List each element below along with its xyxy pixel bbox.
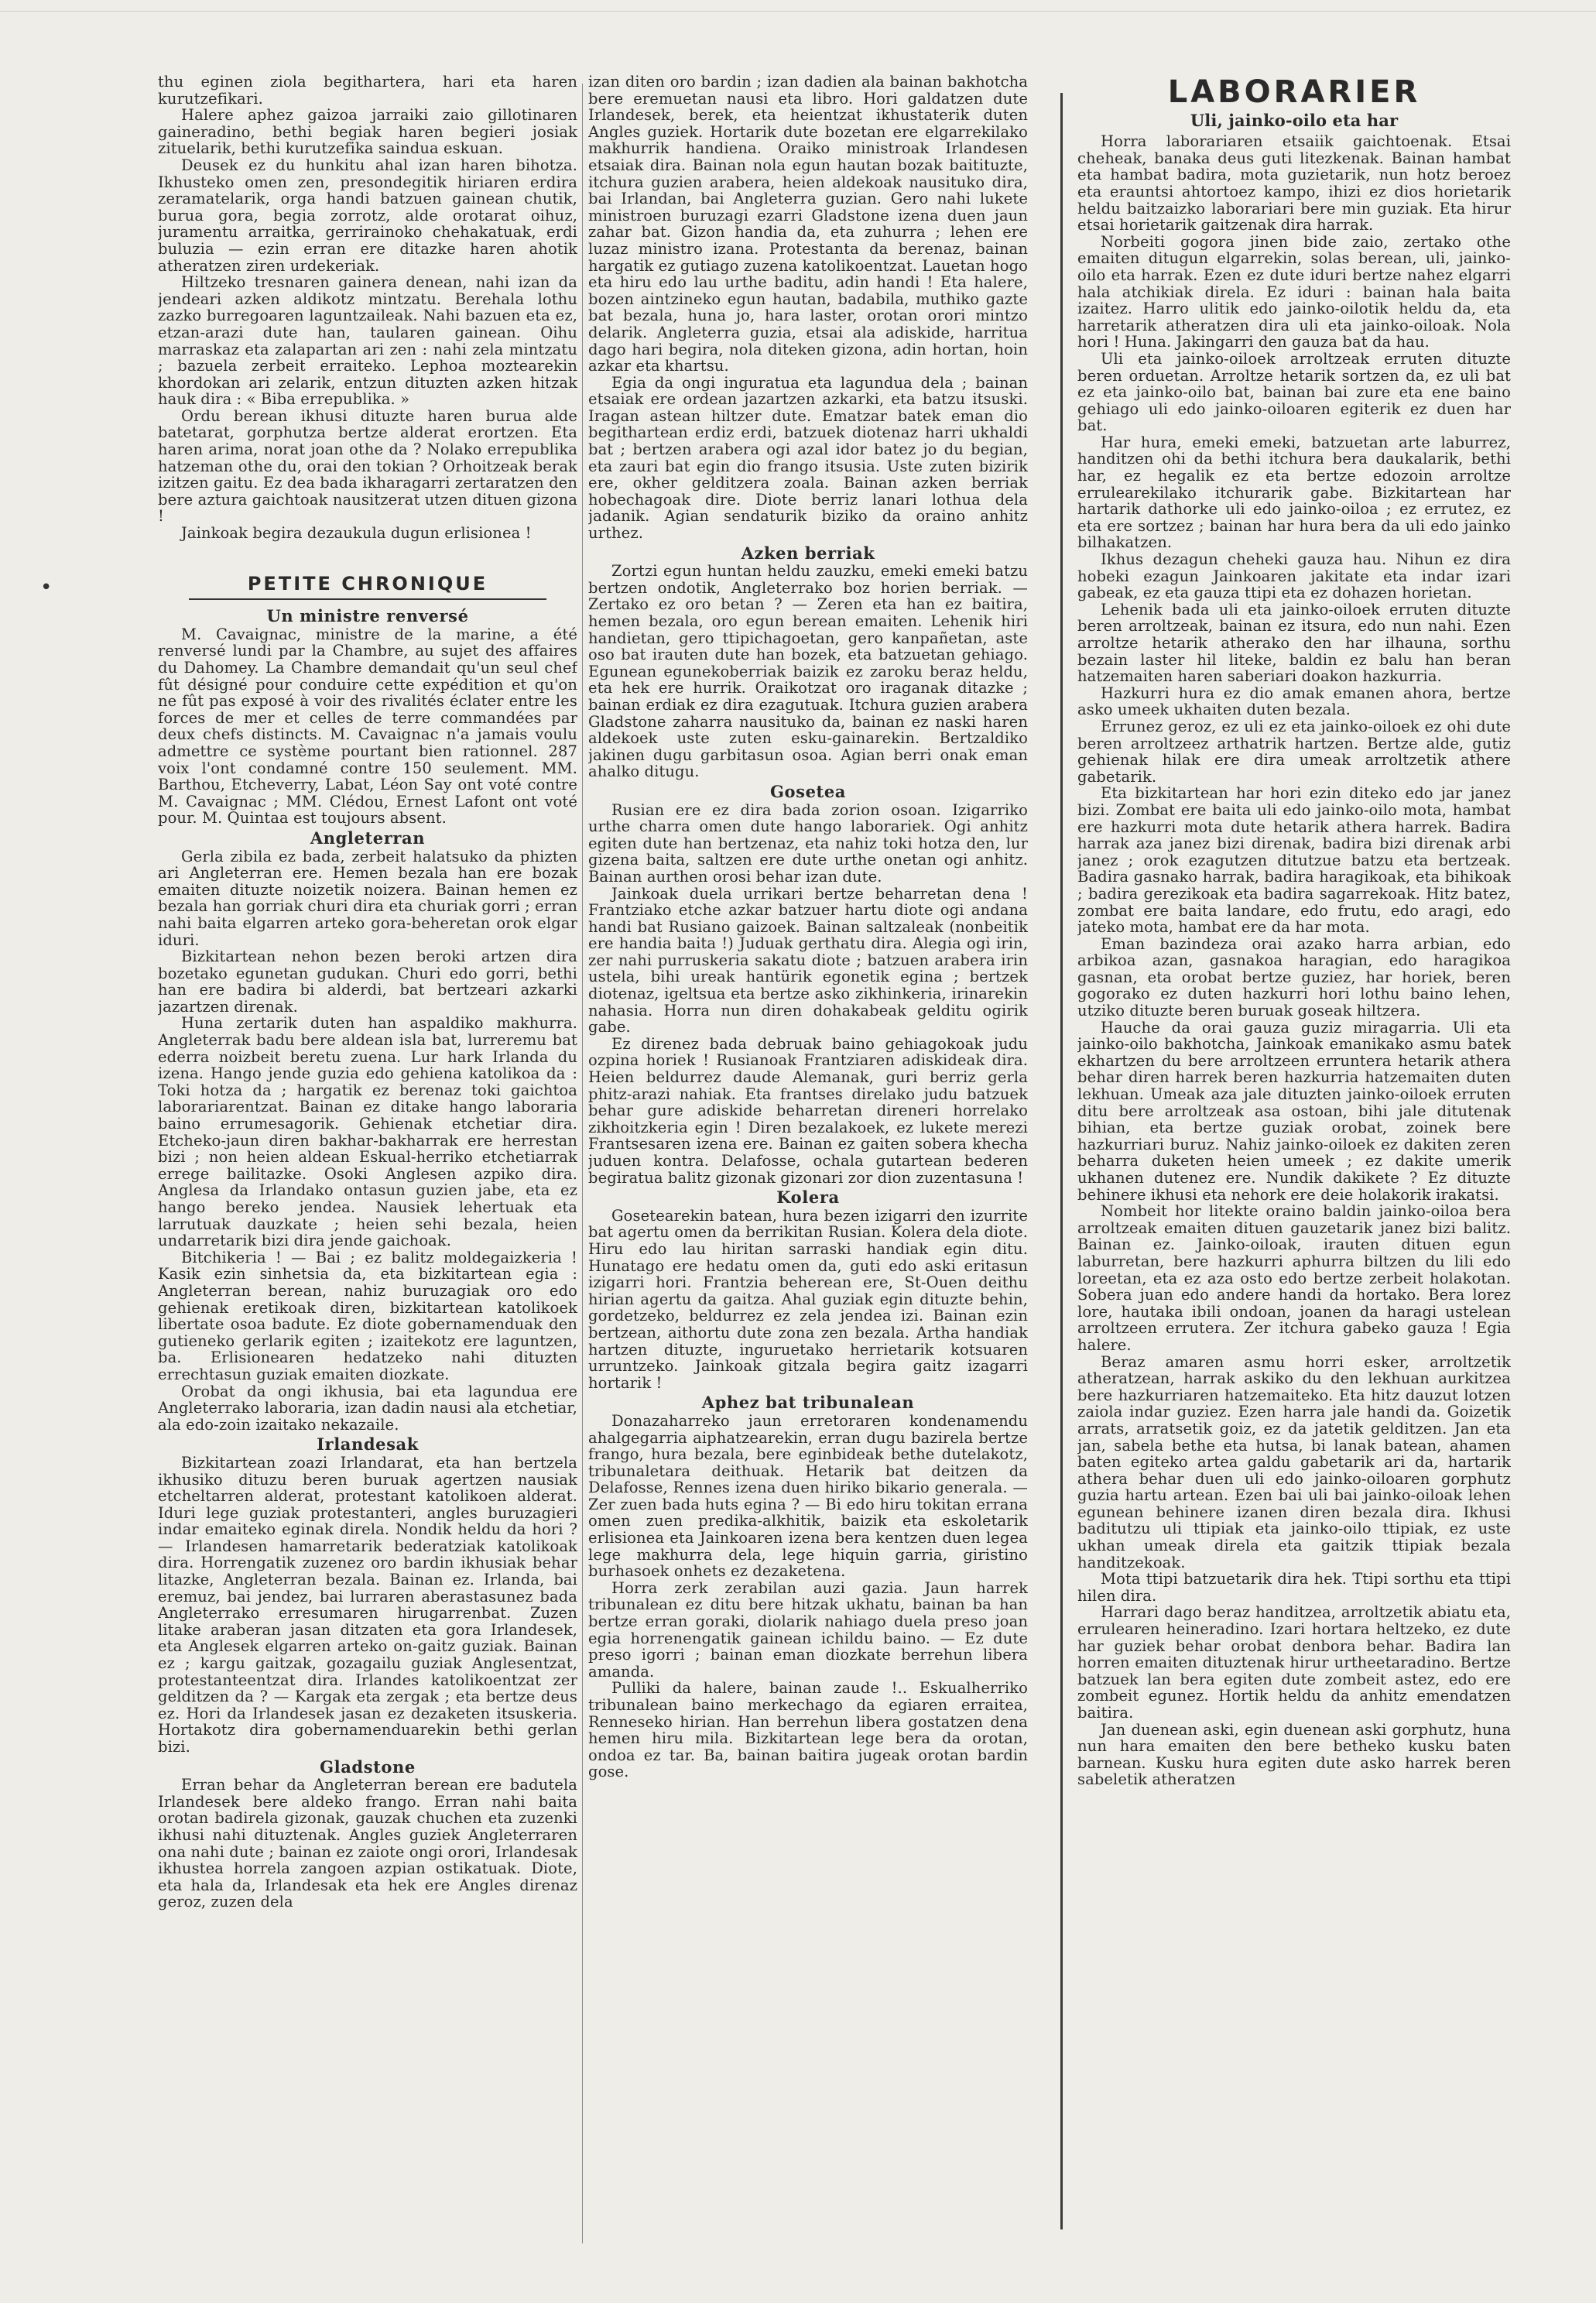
paragraph: Hazkurri hura ez dio amak emanen ahora, bertze asko umeek ukhaiten duten bezala.: [1077, 684, 1511, 719]
paragraph: Bitchikeria ! — Bai ; ez balitz moldegaizkeria ! Kasik ezin sinhetsia da, eta bizkitartean egia : Angleterran berean, nahiz buruzagiak oro edo gehienak eretikoak diren, bizkitartean katolikoek libertate osoa badute. Ez diote gobernamenduak den gutieneko gerlarik egiten ; izaitekotz ere laguntzen, ba. Erlisionearen hedatzeko nahi dituzten errechtasun guziak emaiten diozkate.: [158, 1248, 577, 1383]
paragraph: Erran behar da Angleterran berean ere badutela Irlandesek bere aldeko frango. Erran nahi baita orotan badirela gizonak, gauzak chuchen eta zuzenki ikhusi nahi dituztenak. Angles guziek Angleterraren ona nahi dute ; bainan ez zaiote ongi orori, Irlandesak ikhustea horrela zangoen azpian ostikatuak. Diote, eta hala da, Irlandesak eta hek ere Angles direnaz geroz, zuzen dela: [158, 1776, 577, 1911]
paragraph: Huna zertarik duten han aspaldiko makhurra. Angleterrak badu bere aldean isla bat, lurreremu bat ederra noizbeit beretu zuena. Lur hark Irlanda du izena. Hango jende guzia edo gehiena katolikoa da : Toki hotza da ; hargatik ez berenaz toki gaichtoa laborariarentzat. Bainan ez ditake hango laboraria baino errumesagorik. Gehienak etchetiar dira. Etcheko-jaun diren bakhar-bakharrak ere herrestan bizi ; non heien aldean Eskual-herriko etchetiarrak errege bailitazke. Osoki Anglesen azpiko dira. Anglesa da Irlandako ontasun guzien jabe, eta ez hango bereko jendea. Nausiek lehertuak eta larrutuak dauzkate ; heien sehi bezala, heien undarretarik bizi dira jende gaichoak.: [158, 1014, 577, 1250]
column-middle: [588, 74, 1028, 2264]
paragraph: Egia da ongi inguratua eta lagundua dela ; bainan etsaiak ere ordean jazartzen azkarki, eta batzu itsuski. Iragan astean hiltzer dute. Ematzar batek eman dio begithartean erdiz erdi, batzuek diotenaz harri ukhaldi bat ; bertzen arabera ogi azal idor batez jo du begian, eta zauri bat egin dio frango itsusia. Uste zuten bizirik ere, okher gelditzera zoala. Bainan azken berriak hobechagoak dire. Diote berriz lanari lothua dela jadanik. Agian sendaturik biziko da oraino anhitz urthez.: [588, 373, 1028, 543]
azken-paragraphs: [588, 563, 1028, 780]
paragraph: Rusian ere ez dira bada zorion osoan. Izigarriko urthe charra omen dute hango laborariek. Ogi anhitz egiten dute han bertzenaz, eta nahiz toki hotza den, lur gizena baita, saltzen ere dute urthe onetan ogi anhitz. Bainan aurthen orosi behar izan dute.: [588, 800, 1028, 886]
col1-intro-paragraphs: [158, 74, 577, 542]
paragraph: Zortzi egun huntan heldu zauzku, emeki emeki batzu bertzen ondotik, Angleterrako boz horien berriak. — Zertako ez oro betan ? — Zeren eta han ez baitira, hemen bezala, oro egun berean emaiten. Lehenik hiri handietan, gero ttipichagoetan, gero kanpañetan, aste oso bat irauten dute han bozek, eta batzuetan gehiago. Egunean egunekoberriak baizik ez zaroku beraz heldu, eta hek ere hurrik. Oraikotzat oro iraganak ditazke ; bainan erdiak ez dira ezagutuak. Itchura guzien arabera Gladstone zaharra nausituko da, bainan ez naski haren aldekoek uste zuten esku-gainarekin. Bertzaldiko jakinen dugu garbitasun osoa. Agian berri onak eman ahalko ditugu.: [588, 562, 1028, 781]
column-divider-2: [1060, 93, 1063, 2229]
chronique-title: PETITE CHRONIQUE: [247, 572, 488, 595]
paragraph: Pulliki da halere, bainan zaude !.. Eskualherriko tribunalean baino merkechago da egiaren erraitea, Renneseko hirian. Han berrehun libera gostatzen dena hemen hiru mila. Bizkitartean lege bera da orotan, ondoa ez tar. Ba, bainan baitira jugeak orotan bardin gose.: [588, 1679, 1028, 1781]
heading-azken-berriak: Azken berriak: [741, 543, 875, 563]
irlandesak-paragraphs: [158, 1455, 577, 1756]
column-left: [158, 74, 577, 2264]
paragraph: Bizkitartean nehon bezen beroki artzen dira bozetako egunetan gudukan. Churi edo gorri, bethi han ere badira bi alderdi, bat bertzeari azkarki jazartzen direnak.: [158, 948, 577, 1016]
laborarier-paragraphs: [1077, 133, 1511, 1788]
kolera-paragraphs: [588, 1208, 1028, 1392]
paragraph: Jainkoak duela urrikari bertze beharretan dena ! Frantziako etche azkar batzuer hartu diote ogi andana handi bat Rusiano gaizoek. Bainan saltzaleak (nonbeitik ere handia baita !) Juduak gerthatu dira. Alegia ogi irin, zer nahi purruskeria sakatu diote ; batzuen arabera irin ustela, bihi ureak hantürik egonetik egina ; bertzek diotenaz, igeltsua eta bertze asko zikhinkeria, irinarekin nahasia. Horra nun diren dohakabeak gelditu ogirik gabe.: [588, 884, 1028, 1037]
aphez-paragraphs: [588, 1413, 1028, 1780]
laborarier-title: LABORARIER: [1167, 74, 1421, 110]
ministre-paragraph: M. Cavaignac, ministre de la marine, a été renversé lundi par la Chambre, au sujet des affaires du Dahomey. La Chambre demandait qu'un seul chef fût désigné pour conduire cette expédition et qu'on ne fût pas exposé à voir des rivalités éclater entre les forces de mer et celles de terre commandées par deux chefs distincts. M. Cavaignac n'a jamais voulu admettre ce système pourtant bien rationnel. 287 voix l'ont condamné contre 150 seulement. MM. Barthou, Etcheverry, Labat, Léon Say ont voté contre M. Cavaignac ; MM. Clédou, Ernest Lafont ont voté pour. M. Quintaa est toujours absent.: [158, 625, 577, 828]
chronique-rule: [189, 598, 546, 600]
paragraph: Ez direnez bada debruak baino gehiagokoak judu ozpina horiek ! Rusianoak Frantziaren adiskideak dira. Heien beldurrez daude Alemanak, guri berriz gerla phitz-arazi nahiak. Eta frantses direlako judu batzuek behar gure adiskide beharretan direneri horrelako zikhoitzkeria egin ! Diren bezalakoek, ez lukete merezi Frantsesaren izena ere. Bainan ez gaiten sobera khecha juduen kontra. Delafosse, ochala gutartean bederen begiratua balitz gizonak gizonari zor dion zuzentasuna !: [588, 1034, 1028, 1187]
heading-kolera: Kolera: [776, 1187, 840, 1208]
heading-ministre: Un ministre renversé: [266, 606, 469, 626]
paragraph: Ordu berean ikhusi dituzte haren burua alde batetarat, gorphutza bertze alderat erortzen. Eta haren arima, norat joan othe da ? Nolako errepublika hatzeman othe du, orai den tokian ? Orhoitzeak berak izitzen gaitu. Ez dea bada ikharagarri zertaratzen den bere aztura gaichtoak nausitzerat utzen dituen gizona !: [158, 406, 577, 526]
paragraph: Gosetearekin batean, hura bezen izigarri den izurrite bat agertu omen da berrikitan Rusian. Kolera dela diote. Hiru edo lau hiritan sarraski handiak egin ditu. Hunatago ere hedatu omen da, guti edo aski eritasun izigarri hori. Frantzia beherean ere, St-Ouen deithu hirian agertu da gaitza. Ahal guziak egin dituzte behin, gordetzeko, beldurrez ez zela jendea izi. Bainan ezin bertzean, aithortu dute zona zen bezala. Artha handiak hartzen dituzte, inguruetako herrietarik kotsuaren urruntzeko. Jainkoak gitzala begira gaitz izagarri hortarik !: [588, 1206, 1028, 1392]
paragraph: Hiltzeko tresnaren gainera denean, nahi izan da jendeari azken aldikotz mintzatu. Berehala lothu zazko burregoaren laguntzaileak. Nahi bazuen eta ez, etzan-arazi dute han, taularen gainean. Oihu marraskaz eta zalapartan ari zen : nahi zela mintzatu ; bazuela zerbeit erraiteko. Lephoa moztearekin khordokan ari zelarik, entzun dituzten azken hitzak hauk dira : « Biba errepublika. »: [158, 273, 577, 409]
paragraph: Lehenik bada uli eta jainko-oiloek erruten dituzte beren arroltzeak, bainan ez itsura, edo nun nahi. Ezen arroltze hetarik atherako den har ilhauna, sorthu bezain laster hil liteke, baldin ez balu han beran hatzemaiten haren saberiari doakon hazkurria.: [1077, 600, 1511, 686]
paragraph: Errunez geroz, ez uli ez eta jainko-oiloek ez ohi dute beren arroltzeez arthatrik hartzen. Bertze alde, gutiz gehienak hilak ere dira umeak arroltzetik athere gabetarik.: [1077, 717, 1511, 786]
paragraph: Har hura, emeki emeki, batzuetan arte laburrez, handitzen ohi da bethi itchura bera daukalarik, bethi har, ez hegalik ez eta bertze edozoin arroltze errulearekilako itchurarik gabe. Bizkitartean har hartarik dathorke uli edo jainko-oiloa ; ez errutez, ez eta ere sortzez ; bainan har hura bera da uli edo jainko bilhakatzen.: [1077, 433, 1511, 552]
paragraph: Horra zerk zerabilan auzi gazia. Jaun harrek tribunalean ez ditu bere hitzak ukhatu, bainan ba han bertze erran goraki, diolarik nahiago duela preso joan egia horrenengatik gainean ichildu baino. — Ez dute preso igorri ; bainan eman diozkate berrehun libera amanda.: [588, 1578, 1028, 1681]
paragraph: Bizkitartean zoazi Irlandarat, eta han bertzela ikhusiko dituzu beren buruak agertzen nausiak etcheltarren alderat, protestant katolikoen alderat. Iduri lege guziak protestanteri, angles buruzagieri indar emaiteko eginak direla. Nondik heldu da hori ? — Irlandesen hamarretarik bederatziak katolikoak dira. Horrengatik zuzenez oro bardin ikhusiak behar litazke, Angleterran bezala. Bainan ez. Irlanda, bai eremuz, bai jendez, bai lurraren aberastasunez bada Angleterrako erresumaren hirugarrenbat. Zuzen litake araberan jasan ditzaten eta gora Irlandesek, eta Anglesek elgarren arteko on-gaitz guziak. Bainan ez ; kargu gaitzak, gozagailu guziak Anglesentzat, protestanteentzat dira. Irlandes katolikoentzat zer gelditzen da ? — Kargak eta zergak ; eta bertze deus ez. Hori da Irlandesek jasan ez dezaketen itsuskeria. Hortakotz dira gobernamenduarekin bethi gerlan bizi.: [158, 1453, 577, 1756]
paragraph: Hauche da orai gauza guziz miragarria. Uli eta jainko-oilo bakhotcha, Jainkoak emanikako asmu batek ekhartzen du bere arroltzeen erruntera hetarik athera behar diren harrek beren hazkurria hatzemaiten duten lekhuan. Umeak aza jale dituzten jainko-oiloek erruten ditu bere arroltzeak asa ostoan, bihi jale ditutenak bihian, eta bertze guziak orobat, zoinek bere hazkurriari buruz. Nahiz jainko-oiloek ez dakiten zeren beharra duketen heien umeek ; ez dakite umerik ukhanen dutenez ere. Nundik dakikete ? Ez dituzte behinere ikhusi eta nehork ere deie holakorik irakatsi.: [1077, 1018, 1511, 1204]
paragraph: Uli eta jainko-oiloek arroltzeak erruten dituzte beren orduetan. Arroltze hetarik sortzen da, ez uli bat ez eta jainko-oilo bat, bainan bai zure eta ene baino gehiago uli edo jainko-oiloaren egiterik ez duen har bat.: [1077, 349, 1511, 435]
paragraph: thu eginen ziola begithartera, hari eta haren kurutzefikari.: [158, 74, 577, 108]
paragraph: Nombeit hor litekte oraino baldin jainko-oiloa bera arroltzeak emaiten dituen gauzetarik janez bizi balitz. Bainan ez. Jainko-oiloak, irauten dituen egun laburretan, bere hazkurri aphurra biltzen du lili edo loreetan, eta ez aza osto edo bertze zerbeit holakotan. Sobera juan edo andere handi da hortako. Bera lorez lore, hautaka ibili ondoan, joanen da haragi ustelean arroltzeen errutera. Zer itchura gabeko gauza ! Egia halere.: [1077, 1202, 1511, 1354]
heading-angleterran: Angleterran: [310, 828, 426, 848]
heading-gosetea: Gosetea: [770, 781, 846, 801]
angleterran-paragraphs: [158, 848, 577, 1434]
paragraph: Eman bazindeza orai azako harra arbian, edo arbikoa azan, gasnakoa haragian, edo haragikoa gasnan, eta orobat bertze guziez, har horiek, beren gogorako ez duten hazkurri hori lothu baino lehen, utziko dituzte beren buruak goseak hiltzera.: [1077, 934, 1511, 1020]
paragraph: izan diten oro bardin ; izan dadien ala bainan bakhotcha bere eremuetan nausi eta libro. Hori galdatzen dute Irlandesek, berek, eta heientzat ikhustaterik duten Angles guziek. Hortarik dute bozetan ere elgarrekilako makhurrik handiena. Oraiko ministroak Irlandesen etsaiak dira. Bainan nola egun hautan bozak baitituzte, itchura guzien arabera, heien aldekoak nausituko dira, bai Irlandan, bai Angleterra guzian. Gero nahi lukete ministroen buruzagi ezarri Gladstone izena duen jaun zahar bat. Gizon handia da, eta zuhurra ; lehen ere luzaz ministro izana. Protestanta da berenaz, bainan hargatik ez gutiago zuzena katolikoentzat. Lauetan hogo eta hiru edo lau urthe baditu, adin handi ! Eta halere, bozen aintzineko egun hautan, badabila, muthiko gazte bat bezala, huna jo, hara laster, orotan orori mintzo delarik. Angleterra guzia, etsai ala adiskide, harritua dago hari begira, nola diteken gizona, adin hortan, hoin azkar eta khartsu.: [588, 74, 1028, 375]
paragraph: Orobat da ongi ikhusia, bai eta lagundua ere Angleterrako laboraria, izan dadin nausi ala etchetiar, ala edo-zoin izaitako nekazaile.: [158, 1382, 577, 1434]
heading-gladstone: Gladstone: [320, 1756, 416, 1777]
paragraph: Norbeiti gogora jinen bide zaio, zertako othe emaiten ditugun elgarrekin, solas berean, uli, jainko-oilo eta harrak. Ezen ez dute iduri bertze nahez elgarri hala atchikiak direla. Ez iduri : bainan hala baita izaitez. Harro ulitik edo jainko-oilotik heldu da, eta harretarik atheratzen dira uli eta jainko-oiloak. Nola hori ! Huna. Jakingarri den gauza bat da hau.: [1077, 232, 1511, 351]
paragraph: Donazaharreko jaun erretoraren kondenamendu ahalgegarria aiphatzearekin, erran dugu bazirela bertze frango, hura bezala, bere eginbideak bethe dutelakotz, tribunaletara deithuak. Hetarik bat deitzen da Delafosse, Rennes izena duen hiriko bikario generala. — Zer zuen bada huts egina ? — Bi edo hiru tokitan errana omen zuen predika-alkhitik, baizik eta eskoletarik erlisionea eta Jainkoaren izena bera kentzen duen legea lege makhurra dela, lege hiquin garria, giristino burhasoek onhets ez dezaketena.: [588, 1411, 1028, 1581]
gosetea-paragraphs: [588, 802, 1028, 1187]
paragraph: Eta bizkitartean har hori ezin diteko edo jar janez bizi. Zombat ere baita uli edo jainko-oilo mota, hambat ere hazkurri mota dute hetarik athera harrek. Badira harrak aza janez bizi direnak, badira bizi direnak arbi janez ; orok ezagutzen ditutzue batzu eta bertzeak. Badira gasnako harrak, badira haragikoak, eta bihikoak ; badira gerezikoak eta badira sagarrekoak. Hitz batez, zombat ere baita landare, edo frutu, edo aragi, edo jateko mota, hambat ere da har mota.: [1077, 784, 1511, 937]
paragraph: Gerla zibila ez bada, zerbeit halatsuko da phizten ari Angleterran ere. Hemen bezala han ere bozak emaiten dituzte noizetik noizera. Bainan hemen ez bezala han gorriak churi dira eta churiak gorri ; erran nahi baita elgarren arteko gora-beheretan orok elgar iduri.: [158, 847, 577, 949]
heading-aphez: Aphez bat tribunalean: [701, 1393, 915, 1413]
margin-mark: •: [40, 576, 53, 599]
heading-irlandesak: Irlandesak: [317, 1434, 419, 1455]
laborarier-subtitle: Uli, jainko-oilo eta har: [1190, 110, 1399, 130]
paragraph: Deusek ez du hunkitu ahal izan haren bihotza. Ikhusteko omen zen, presondegitik hiriaren erdira zeramatelarik, orga handi batzuen gainean chutik, burua gora, begia zorrotz, alde orotarat oihuz, juramentu arraitka, gerrirainoko chehakatuak, erdi buluzia — ezin erran ere ditazke haren ahotik atheratzen ziren urdekeriak.: [158, 156, 577, 275]
paragraph: Ikhus dezagun cheheki gauza hau. Nihun ez dira hobeki ezagun Jainkoaren jakitate eta indar izari gabeak, ez eta gauza ttipi eta ez dohazen horietan.: [1077, 550, 1511, 602]
gladstone-continued-paragraphs: [588, 74, 1028, 542]
paragraph: Halere aphez gaizoa jarraiki zaio gillotinaren gaineradino, bethi begiak haren begieri josiak zituelarik, bethi kurutzefika saindua eskuan.: [158, 106, 577, 158]
paragraph: Jan duenean aski, egin duenean aski gorphutz, huna nun hara emaiten den bere betheko kusku baten barnean. Kusku hura egiten dute asko harrek beren sabeletik atheratzen: [1077, 1720, 1511, 1789]
gladstone-paragraphs: [158, 1777, 577, 1911]
top-edge-line: [0, 11, 1596, 12]
column-divider-1: [582, 84, 583, 2243]
paragraph: Horra laborariaren etsaiik gaichtoenak. Etsai cheheak, banaka deus guti litezkenak. Bainan hambat eta hambat badira, mota guzietarik, nun hotz beroez eta erauntsi ahtortoez kampo, ihizi ez dios horietarik heldu baitzaizko laborariari bere min guziak. Eta hirur etsai horietarik gaitzenak dira harrak.: [1077, 132, 1511, 235]
column-right: [1077, 74, 1511, 2264]
paragraph: Jainkoak begira dezaukula dugun erlisionea !: [181, 524, 532, 543]
paragraph: Mota ttipi batzuetarik dira hek. Ttipi sorthu eta ttipi hilen dira.: [1077, 1570, 1511, 1605]
paragraph: Beraz amaren asmu horri esker, arroltzetik atheratzean, harrak askiko du den lekhuan aurkitzea bere hazkurriaren hatzemaiteko. Eta hitz dauzut lotzen zaiola indar guziez. Ezen harra jale handi da. Goizetik arrats, arratsetik goiz, ez da jatetik gelditzen. Jan eta jan, sabela bethe eta hutsa, bi lanak batean, ahamen baten egiteko artea galdu gabetarik ari da, hartarik athera behar duen uli edo jainko-oiloaren gorphutz guzia hartu artean. Ezen bai uli bai jainko-oiloak lehen egunean behinere izanen diren bezala dira. Ikhusi baditutzu uli ttipiak eta jainko-oilo ttipiak, ez uste ukhan umeak direla eta gaitzik ttipiak bezala handitzekoak.: [1077, 1352, 1511, 1571]
paragraph: Harrari dago beraz handitzea, arroltzetik abiatu eta, errulearen heineradino. Izari hortara heltzeko, ez dute har guziek behar orobat denbora behar. Badira lan horren emaiten dituztenak hirur urtheetaradino. Bertze batzuek lan bera egiten dute zombeit astez, edo ere zombeit egunez. Hortik heldu da anhitz emendatzen baitira.: [1077, 1603, 1511, 1722]
